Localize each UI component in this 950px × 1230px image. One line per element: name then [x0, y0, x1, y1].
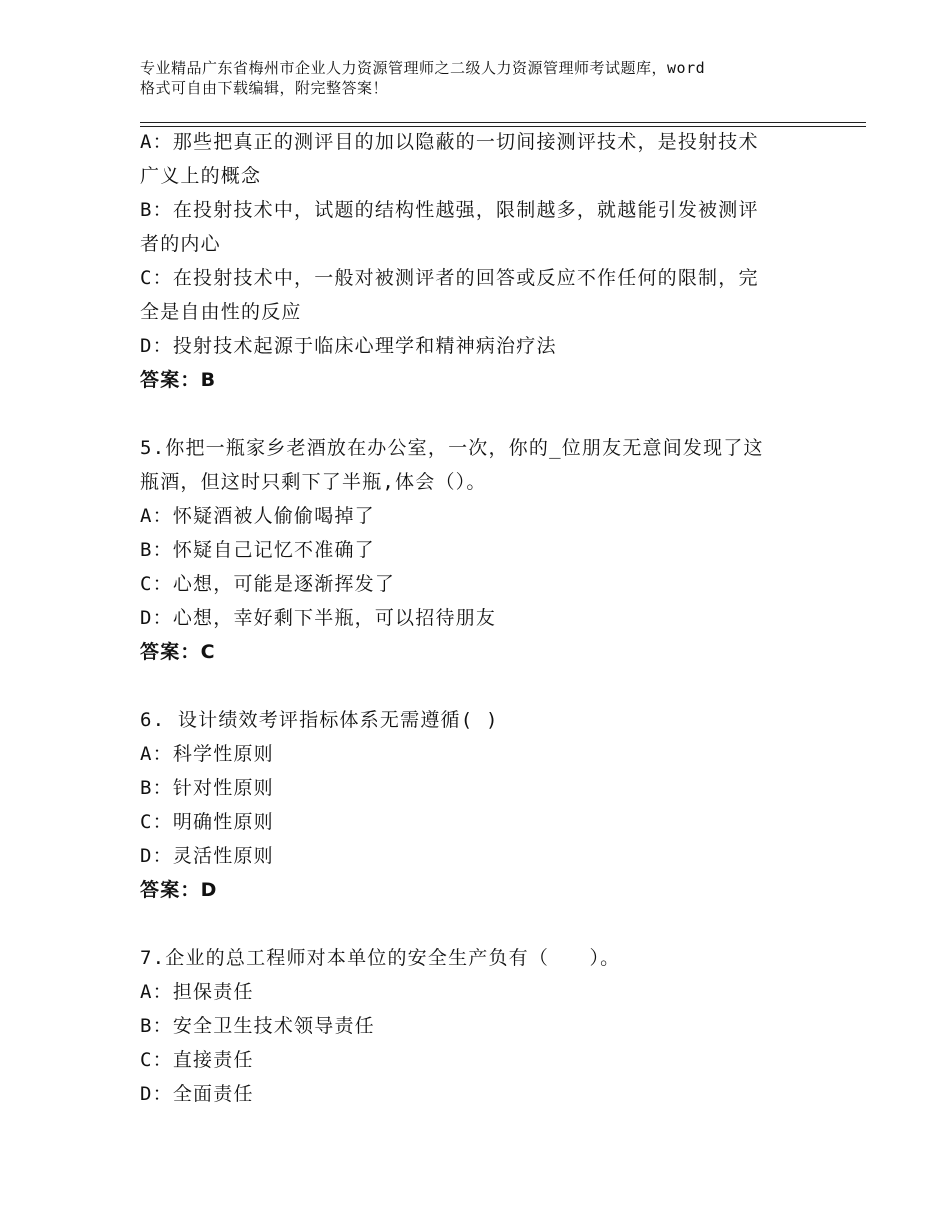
option-b: B：针对性原则 [140, 777, 274, 799]
option-d: D：灵活性原则 [140, 845, 274, 867]
question-stem-continued: 瓶酒，但这时只剩下了半瓶,体会（）。 [140, 471, 487, 493]
option-b: B：怀疑自己记忆不准确了 [140, 539, 375, 561]
option-a: A：怀疑酒被人偷偷喝掉了 [140, 505, 375, 527]
option-a: A：科学性原则 [140, 743, 274, 765]
option-a: A：那些把真正的测评目的加以隐蔽的一切间接测评技术，是投射技术 [140, 131, 759, 153]
document-header [140, 58, 830, 98]
question-5 [140, 431, 820, 669]
option-c: C：心想，可能是逐渐挥发了 [140, 573, 396, 595]
spacer [140, 397, 820, 431]
option-b-continued: 者的内心 [140, 233, 221, 255]
question-list [140, 125, 820, 1111]
option-c: C：在投射技术中，一般对被测评者的回答或反应不作任何的限制，完 [140, 267, 759, 289]
option-d: D：心想，幸好剩下半瓶，可以招待朋友 [140, 607, 497, 629]
question-stem: 7.企业的总工程师对本单位的安全生产负有（ ）。 [140, 947, 621, 969]
question-stem: 5.你把一瓶家乡老酒放在办公室，一次，你的_位朋友无意间发现了这 [140, 437, 764, 459]
question-stem: 6. 设计绩效考评指标体系无需遵循( ) [140, 709, 499, 731]
answer: 答案：B [140, 369, 217, 391]
spacer [140, 907, 820, 941]
header-title-line-1: 专业精品广东省梅州市企业人力资源管理师之二级人力资源管理师考试题库，word [140, 59, 706, 77]
option-b: B：在投射技术中，试题的结构性越强，限制越多，就越能引发被测评 [140, 199, 759, 221]
question-6 [140, 703, 820, 907]
option-c: C：明确性原则 [140, 811, 274, 833]
option-a: A：担保责任 [140, 981, 254, 1003]
header-title-line-2: 格式可自由下载编辑，附完整答案！ [140, 79, 389, 97]
option-d: D：全面责任 [140, 1083, 254, 1105]
option-a-continued: 广义上的概念 [140, 165, 262, 187]
option-d: D：投射技术起源于临床心理学和精神病治疗法 [140, 335, 557, 357]
option-c-continued: 全是自由性的反应 [140, 301, 302, 323]
question-4-continued [140, 125, 820, 397]
option-b: B：安全卫生技术领导责任 [140, 1015, 375, 1037]
option-c: C：直接责任 [140, 1049, 254, 1071]
question-7 [140, 941, 820, 1111]
answer: 答案：C [140, 641, 216, 663]
spacer [140, 669, 820, 703]
answer: 答案：D [140, 879, 218, 901]
